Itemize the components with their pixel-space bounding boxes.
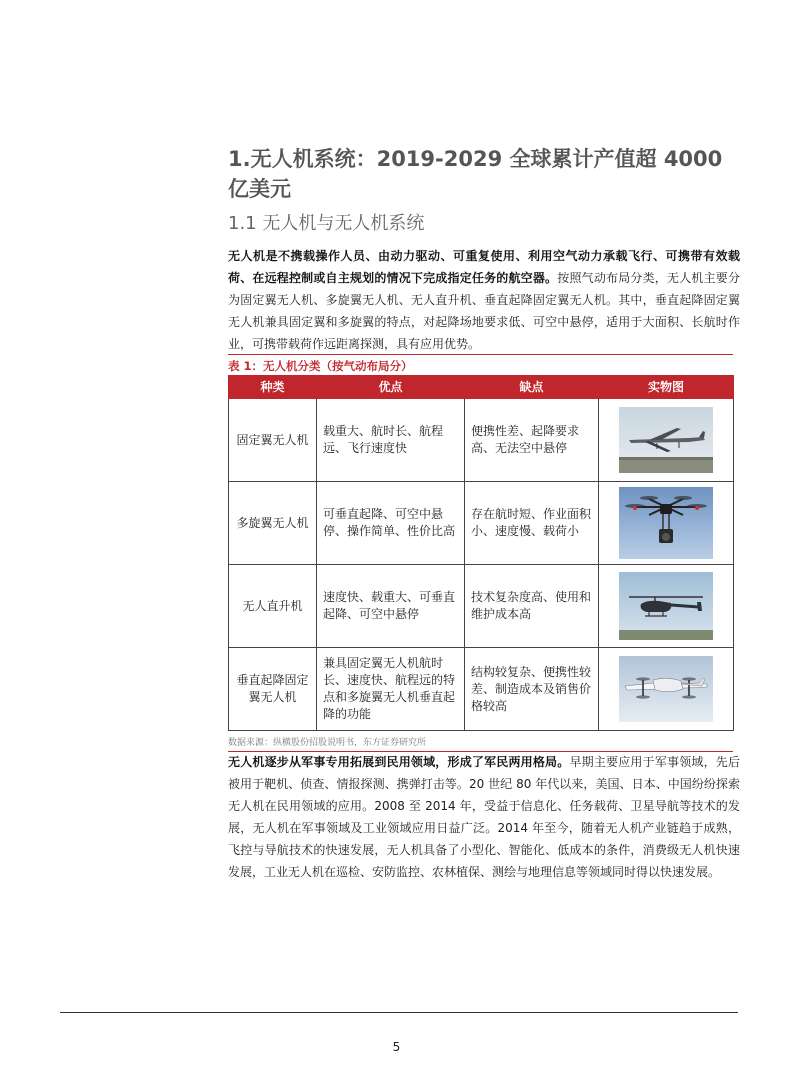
row-pros: 兼具固定翼无人机航时长、速度快、航程远的特点和多旋翼无人机垂直起降的功能 (317, 648, 465, 731)
table-header-row (229, 376, 734, 399)
row-type: 多旋翼无人机 (229, 482, 317, 565)
page-number: 5 (392, 1040, 401, 1054)
body-bold-text: 无人机逐步从军事专用拓展到民用领域，形成了军民两用格局。 (228, 755, 570, 769)
row-pros: 载重大、航时长、航程远、飞行速度快 (317, 399, 465, 482)
row-photo (599, 648, 734, 731)
table-caption: 表 1：无人机分类（按气动布局分） (228, 354, 733, 374)
fixed-wing-drone-image (619, 407, 713, 473)
vtol-fixed-wing-image (619, 656, 713, 722)
intro-bold-text: 无人机是不携载操作人员、由动力驱动、可重复使用、利用空气动力承载飞行、可携带有效载荷、在远程控制或自主规划的情况下完成指定任务的航空器。 (228, 249, 740, 285)
table-row (229, 399, 734, 482)
header-type: 种类 (229, 376, 317, 399)
header-cons: 缺点 (465, 376, 599, 399)
body-paragraph (228, 751, 740, 883)
row-photo (599, 565, 734, 648)
intro-paragraph (228, 245, 740, 355)
body-text: 早期主要应用于军事领域，先后被用于靶机、侦查、情报探测、携弹打击等。20 世纪 80 年代以来，美国、日本、中国纷纷探索无人机在民用领域的应用。2008 至 2014 年，受益于信息化、任务载荷、卫星导航等技术的发展，无人机在军事领域及工业领域应用日益广泛。2014 年至今，随着无人机产业链趋于成熟，飞控与导航技术的快速发展，无人机具备了小型化、智能化、低成本的条件，消费级无人机快速发展，工业无人机在巡检、安防监控、农林植保、测绘与地理信息等领域同时得以快速发展。 (228, 755, 740, 879)
row-cons: 结构较复杂、便携性较差、制造成本及销售价格较高 (465, 648, 599, 731)
table-row (229, 482, 734, 565)
row-type: 无人直升机 (229, 565, 317, 648)
header-pros: 优点 (317, 376, 465, 399)
table-source-note: 数据来源：纵横股份招股说明书，东方证券研究所 (228, 737, 733, 752)
header-photo: 实物图 (599, 376, 734, 399)
row-pros: 可垂直起降、可空中悬停、操作简单、性价比高 (317, 482, 465, 565)
table-row (229, 648, 734, 731)
row-type: 固定翼无人机 (229, 399, 317, 482)
row-cons: 存在航时短、作业面积小、速度慢、载荷小 (465, 482, 599, 565)
uav-classification-table (228, 375, 734, 731)
multirotor-drone-image (619, 487, 713, 559)
row-photo (599, 399, 734, 482)
subsection-heading: 1.1 无人机与无人机系统 (228, 213, 425, 234)
row-photo (599, 482, 734, 565)
row-cons: 技术复杂度高、使用和维护成本高 (465, 565, 599, 648)
footer-divider (60, 1012, 738, 1013)
intro-text: 按照气动布局分类，无人机主要分为固定翼无人机、多旋翼无人机、无人直升机、垂直起降固定翼无人机。其中，垂直起降固定翼无人机兼具固定翼和多旋翼的特点，对起降场地要求低、可空中悬停，适用于大面积、长航时作业，可携带载荷作远距离探测，具有应用优势。 (228, 271, 740, 351)
row-type: 垂直起降固定翼无人机 (229, 648, 317, 731)
section-heading: 1.无人机系统：2019-2029 全球累计产值超 4000 亿美元 (228, 147, 723, 201)
row-cons: 便携性差、起降要求高、无法空中悬停 (465, 399, 599, 482)
unmanned-helicopter-image (619, 572, 713, 640)
row-pros: 速度快、载重大、可垂直起降、可空中悬停 (317, 565, 465, 648)
table-row (229, 565, 734, 648)
